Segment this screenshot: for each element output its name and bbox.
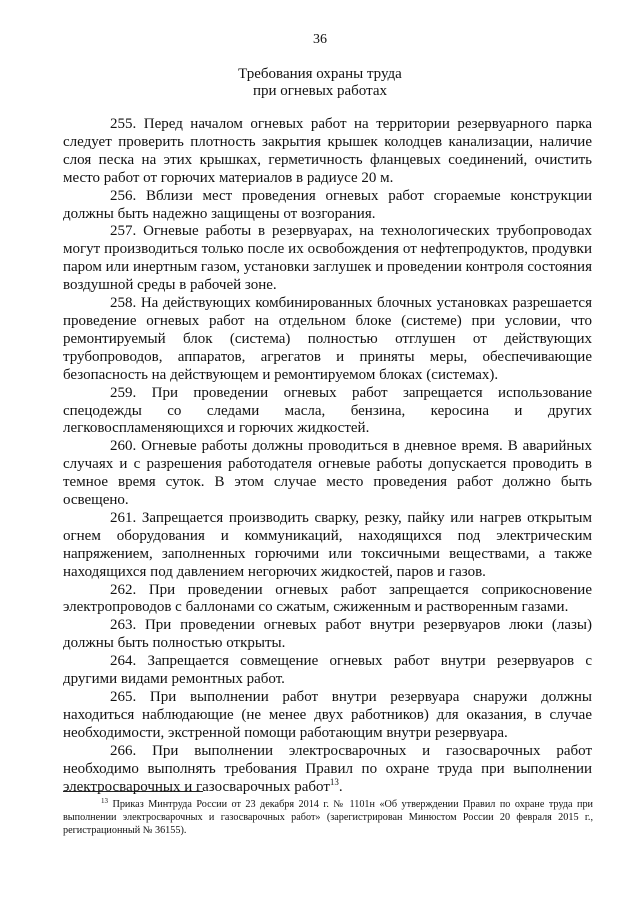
paragraph-259: 259. При проведении огневых работ запрещается использование спецодежды со следами масла, бензина, керосина и других легковоспламеняющихся и горючих жидкостей. [63, 384, 592, 437]
paragraph-262: 262. При проведении огневых работ запрещается соприкосновение электропроводов с баллонами со сжатым, сжиженным и растворенным газами. [63, 581, 592, 616]
section-title [0, 66, 640, 100]
footnote-text: Приказ Минтруда России от 23 декабря 2014 г. № 1101н «Об утверждении Правил по охране труда при выполнении электросварочных и газосварочных работ» (зарегистрирован Минюстом России 20 февраля 2015 г., регистрационный № 36155). [63, 799, 594, 836]
section-title-line-1: Требования охраны труда [238, 66, 402, 82]
paragraph-256: 256. Вблизи мест проведения огневых работ сгораемые конструкции должны быть надежно защищены от возгорания. [63, 187, 592, 222]
footnote-divider [63, 791, 203, 792]
paragraph-255: 255. Перед началом огневых работ на территории резервуарного парка следует проверить плотность закрытия крышек колодцев канализации, наличие слоя песка на этих крышках, герметичность фланцевых соединений, очистить место работ от горючих материалов в радиусе 20 м. [63, 116, 592, 186]
section-title-line-2: при огневых работах [252, 83, 388, 99]
footnote-reference[interactable]: 13 [329, 776, 339, 787]
paragraph-265: 265. При выполнении работ внутри резервуара снаружи должны находиться наблюдающие (не менее двух работников) для оказания, в случае необходимости, экстренной помощи работающим внутри резервуара. [63, 689, 592, 741]
paragraph-257: 257. Огневые работы в резервуарах, на технологических трубопроводах могут производиться только после их освобождения от нефтепродуктов, продувки паром или инертным газом, установки заглушек и проведении контроля состояния воздушной среды в рабочей зоне. [63, 223, 592, 294]
paragraph-263: 263. При проведении огневых работ внутри резервуаров люки (лазы) должны быть полностью открыты. [63, 617, 592, 652]
page-number: 36 [313, 32, 327, 47]
paragraph-260: 260. Огневые работы должны проводиться в дневное время. В аварийных случаях и с разрешения работодателя огневые работы допускается проводить в темное время суток. В этом случае место проведения работ должно быть освещено. [63, 438, 592, 509]
footnote-marker: 13 [101, 797, 108, 805]
document-body [63, 116, 592, 796]
paragraph-266 [63, 743, 592, 797]
paragraph-266-text: 266. При выполнении электросварочных и газосварочных работ необходимо выполнять требования Правил по охране труда при выполнении электросварочных и газосварочных работ [63, 742, 592, 795]
paragraph-264: 264. Запрещается совмещение огневых работ внутри резервуаров с другими видами ремонтных работ. [63, 653, 592, 688]
paragraph-261: 261. Запрещается производить сварку, резку, пайку или нагрев открытым огнем оборудования и коммуникаций, находящихся под электрическим напряжением, заполненных горючими или токсичными веществами, а также находящихся под давлением негорючих жидкостей, паров и газов. [63, 509, 592, 580]
paragraph-266-tail: . [338, 778, 343, 795]
paragraph-258: 258. На действующих комбинированных блочных установках разрешается проведение огневых работ на отдельном блоке (системе) при условии, что ремонтируемый блок (система) полностью отглушен от действующих трубопроводов, аппаратов, агрегатов и приняты меры, обеспечивающие безопасность на действующем и ремонтируемом блоках (системах). [63, 295, 592, 383]
footnote [63, 798, 593, 837]
